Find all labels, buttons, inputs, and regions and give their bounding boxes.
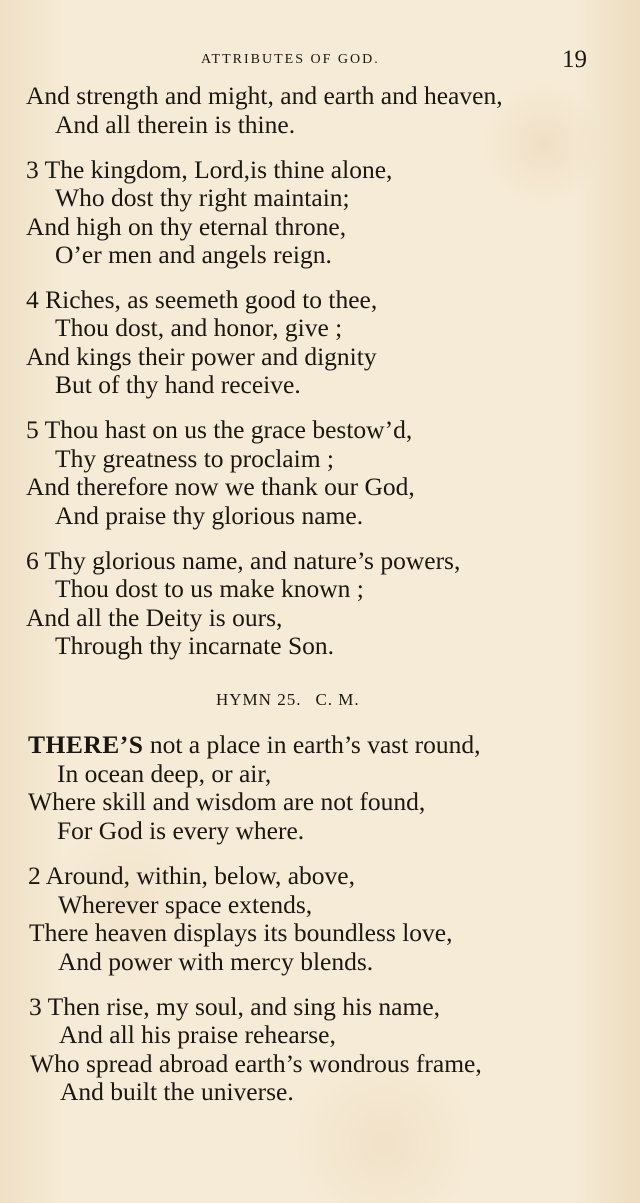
verse-line: Thou dost to us make known ; — [55, 574, 364, 603]
verse-line: And praise thy glorious name. — [55, 501, 364, 530]
verse-line: Wherever space extends, — [58, 890, 313, 919]
verse-line: But of thy hand receive. — [55, 370, 301, 399]
hymn-meter: C. M. — [315, 690, 360, 709]
verse-line: Thy greatness to proclaim ; — [55, 444, 335, 473]
first-line-rest: not a place in earth’s vast round, — [143, 730, 481, 759]
verse-line: And power with mercy blends. — [58, 947, 374, 976]
verse-line: Who dost thy right maintain; — [55, 183, 350, 212]
verse-line: 3 The kingdom, Lord,is thine alone, — [26, 155, 393, 184]
verse-line: And therefore now we thank our God, — [26, 472, 415, 501]
verse-line: Through thy incarnate Son. — [55, 631, 335, 660]
verse-line: 4 Riches, as seemeth good to thee, — [26, 285, 378, 314]
verse-line: And kings their power and dignity — [26, 342, 377, 371]
hymn-number: HYMN 25. — [216, 690, 302, 709]
verse-line: Who spread abroad earth’s wondrous frame, — [30, 1049, 482, 1078]
verse-line: 5 Thou hast on us the grace bestow’d, — [26, 415, 413, 444]
verse-line-first — [28, 731, 481, 759]
verse-line: Where skill and wisdom are not found, — [28, 787, 426, 816]
verse-line: And all the Deity is ours, — [26, 603, 283, 632]
verse-line: There heaven displays its boundless love, — [29, 918, 453, 947]
verse-line: And built the universe. — [60, 1077, 294, 1106]
verse-line: Thou dost, and honor, give ; — [55, 313, 343, 342]
verse-line: And high on thy eternal throne, — [26, 212, 347, 241]
page-header — [0, 46, 640, 76]
verse-line: In ocean deep, or air, — [57, 759, 272, 788]
verse-line: For God is every where. — [57, 816, 305, 845]
verse-line: 6 Thy glorious name, and nature’s powers, — [26, 546, 461, 575]
running-title: ATTRIBUTES OF GOD. — [201, 52, 380, 67]
first-word: THERE’S — [28, 730, 144, 759]
verse-line: O’er men and angels reign. — [55, 240, 332, 269]
verse-line: And all therein is thine. — [55, 110, 296, 139]
verse-line: And strength and might, and earth and heaven, — [26, 81, 503, 110]
verse-line: And all his praise rehearse, — [59, 1020, 336, 1049]
verse-line: 2 Around, within, below, above, — [28, 861, 355, 890]
verse-line: 3 Then rise, my soul, and sing his name, — [29, 992, 441, 1021]
page-number: 19 — [562, 46, 587, 73]
hymn-heading — [216, 690, 360, 710]
